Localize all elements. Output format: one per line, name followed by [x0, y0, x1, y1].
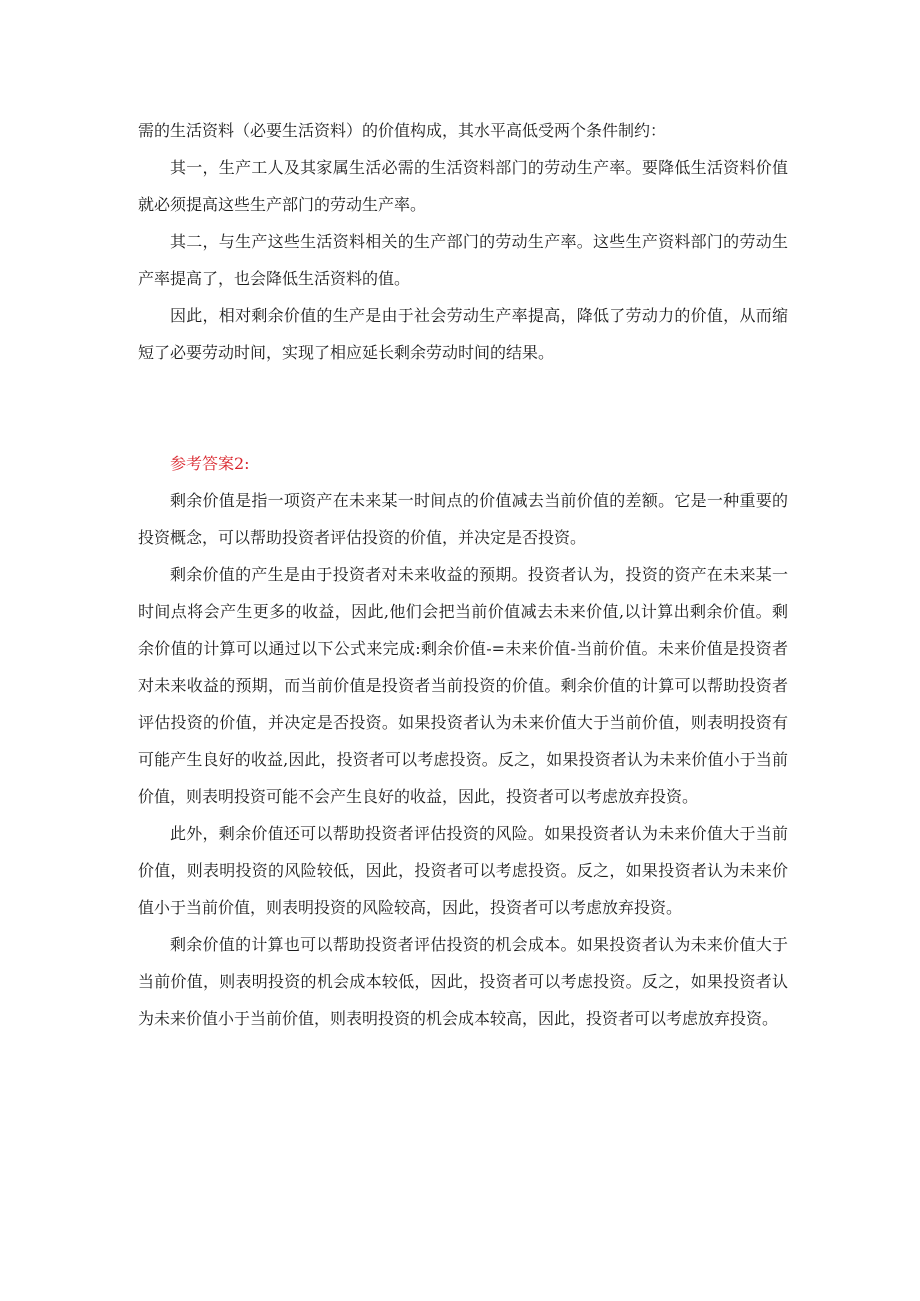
paragraph: 剩余价值的产生是由于投资者对未来收益的预期。投资者认为，投资的资产在未来某一时间点将会产生更多的收益，因此,他们会把当前价值减去未来价值,以计算出剩余价值。剩余价值的计算可以通过以下公式来完成:剩余价值-=未来价值-当前价值。未来价值是投资者对未来收益的预期，而当前价值是投资者当前投资的价值。剩余价值的计算可以帮助投资者评估投资的价值，并决定是否投资。如果投资者认为未来价值大于当前价值，则表明投资有可能产生良好的收益,因此，投资者可以考虑投资。反之，如果投资者认为未来价值小于当前价值，则表明投资可能不会产生良好的收益，因此，投资者可以考虑放弃投资。 [138, 565, 788, 806]
paragraph: 剩余价值的计算也可以帮助投资者评估投资的机会成本。如果投资者认为未来价值大于当前价值，则表明投资的机会成本较低，因此，投资者可以考虑投资。反之，如果投资者认为未来价值小于当前价值，则表明投资的机会成本较高，因此，投资者可以考虑放弃投资。 [138, 935, 788, 1028]
paragraph: 其一，生产工人及其家属生活必需的生活资料部门的劳动生产率。要降低生活资料价值就必须提高这些生产部门的劳动生产率。 [138, 158, 788, 214]
answer-2-heading: 参考答案2: [170, 454, 250, 473]
paragraph: 需的生活资料（必要生活资料）的价值构成，其水平高低受两个条件制约： [138, 121, 667, 140]
paragraph: 因此，相对剩余价值的生产是由于社会劳动生产率提高，降低了劳动力的价值，从而缩短了必要劳动时间，实现了相应延长剩余劳动时间的结果。 [138, 306, 788, 362]
paragraph: 其二，与生产这些生活资料相关的生产部门的劳动生产率。这些生产资料部门的劳动生产率提高了，也会降低生活资料的值。 [138, 232, 788, 288]
answer-2-section [138, 445, 788, 1037]
answer-1-section [138, 112, 788, 371]
section-spacer [0, 371, 920, 445]
paragraph: 剩余价值是指一项资产在未来某一时间点的价值减去当前价值的差额。它是一种重要的投资概念，可以帮助投资者评估投资的价值，并决定是否投资。 [138, 491, 788, 547]
paragraph: 此外，剩余价值还可以帮助投资者评估投资的风险。如果投资者认为未来价值大于当前价值，则表明投资的风险较低，因此，投资者可以考虑投资。反之，如果投资者认为未来价值小于当前价值，则表明投资的风险较高，因此，投资者可以考虑放弃投资。 [138, 824, 788, 917]
